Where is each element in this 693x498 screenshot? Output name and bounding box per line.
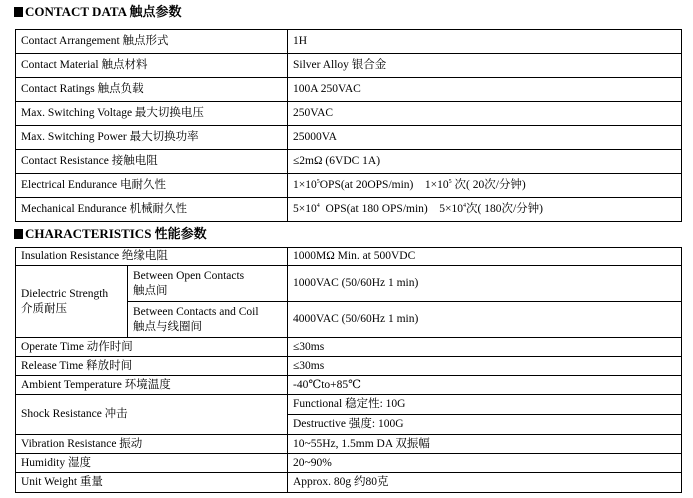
exponent: 5 — [448, 179, 452, 185]
row-value: ≤30ms — [288, 357, 682, 376]
row-value: 1000VAC (50/60Hz 1 min) — [288, 266, 682, 302]
contact-data-heading — [14, 4, 182, 20]
table-row — [16, 473, 682, 493]
row-label: Contact Ratings 触点负载 — [16, 78, 288, 102]
label-en: Dielectric Strength — [21, 287, 109, 300]
value-part: 5×10 — [293, 203, 317, 215]
table-row — [16, 454, 682, 473]
row-value: Destructive 强度: 100G — [288, 415, 682, 435]
table-row — [16, 248, 682, 266]
row-value: Functional 稳定性: 10G — [288, 395, 682, 415]
row-label: Unit Weight 重量 — [16, 473, 288, 493]
characteristics-title: CHARACTERISTICS 性能参数 — [25, 226, 207, 241]
row-value — [288, 198, 682, 222]
row-label: Contact Material 触点材料 — [16, 54, 288, 78]
dielectric-label — [16, 266, 128, 338]
table-row — [16, 395, 682, 415]
row-label: Insulation Resistance 绝缘电阻 — [16, 248, 288, 266]
row-label: Max. Switching Voltage 最大切换电压 — [16, 102, 288, 126]
row-label: Release Time 释放时间 — [16, 357, 288, 376]
label-en: Between Contacts and Coil — [133, 305, 259, 318]
contact-data-title: CONTACT DATA 触点参数 — [25, 4, 182, 19]
label-cn: 触点与线圈间 — [133, 320, 202, 333]
table-row — [16, 266, 682, 302]
table-row — [16, 78, 682, 102]
row-value: Approx. 80g 约80克 — [288, 473, 682, 493]
table-row — [16, 102, 682, 126]
row-label: Max. Switching Power 最大切换功率 — [16, 126, 288, 150]
square-bullet-icon — [14, 229, 23, 239]
value-part: OPS(at 20OPS/min) 1×10 — [319, 179, 449, 191]
row-value: -40℃to+85℃ — [288, 376, 682, 395]
row-value: ≤30ms — [288, 338, 682, 357]
row-label: Ambient Temperature 环境温度 — [16, 376, 288, 395]
contact-data-table — [15, 29, 682, 222]
table-row — [16, 376, 682, 395]
label-cn: 介质耐压 — [21, 302, 67, 315]
row-label: Operate Time 动作时间 — [16, 338, 288, 357]
row-label: Shock Resistance 冲击 — [16, 395, 288, 435]
row-value: 100A 250VAC — [288, 78, 682, 102]
open-contacts-label — [128, 266, 288, 302]
label-cn: 触点间 — [133, 284, 168, 297]
row-label: Mechanical Endurance 机械耐久性 — [16, 198, 288, 222]
row-value: 20~90% — [288, 454, 682, 473]
table-row — [16, 54, 682, 78]
row-label: Vibration Resistance 振动 — [16, 435, 288, 454]
row-label: Electrical Endurance 电耐久性 — [16, 174, 288, 198]
row-value: 10~55Hz, 1.5mm DA 双振幅 — [288, 435, 682, 454]
value-part: 1×10 — [293, 179, 317, 191]
square-bullet-icon — [14, 7, 23, 17]
row-value: 1H — [288, 30, 682, 54]
row-label: Humidity 湿度 — [16, 454, 288, 473]
table-row — [16, 174, 682, 198]
table-row — [16, 30, 682, 54]
row-value — [288, 174, 682, 198]
row-value: Silver Alloy 银合金 — [288, 54, 682, 78]
table-row — [16, 150, 682, 174]
table-row — [16, 435, 682, 454]
characteristics-table — [15, 247, 682, 493]
row-value: 1000MΩ Min. at 500VDC — [288, 248, 682, 266]
row-label: Contact Resistance 接触电阻 — [16, 150, 288, 174]
row-value: ≤2mΩ (6VDC 1A) — [288, 150, 682, 174]
table-row — [16, 198, 682, 222]
exponent: 4 — [462, 203, 466, 209]
row-value: 4000VAC (50/60Hz 1 min) — [288, 302, 682, 338]
value-part: 次( 180次/分钟) — [465, 203, 543, 215]
exponent: 4 — [316, 203, 320, 209]
exponent: 5 — [316, 179, 320, 185]
row-label: Contact Arrangement 触点形式 — [16, 30, 288, 54]
value-part: 次( 20次/分钟) — [451, 179, 526, 191]
row-value: 25000VA — [288, 126, 682, 150]
contacts-coil-label — [128, 302, 288, 338]
table-row — [16, 357, 682, 376]
label-en: Between Open Contacts — [133, 269, 245, 282]
characteristics-heading — [14, 226, 207, 242]
row-value: 250VAC — [288, 102, 682, 126]
table-row — [16, 126, 682, 150]
table-row — [16, 338, 682, 357]
value-part: OPS(at 180 OPS/min) 5×10 — [319, 203, 463, 215]
